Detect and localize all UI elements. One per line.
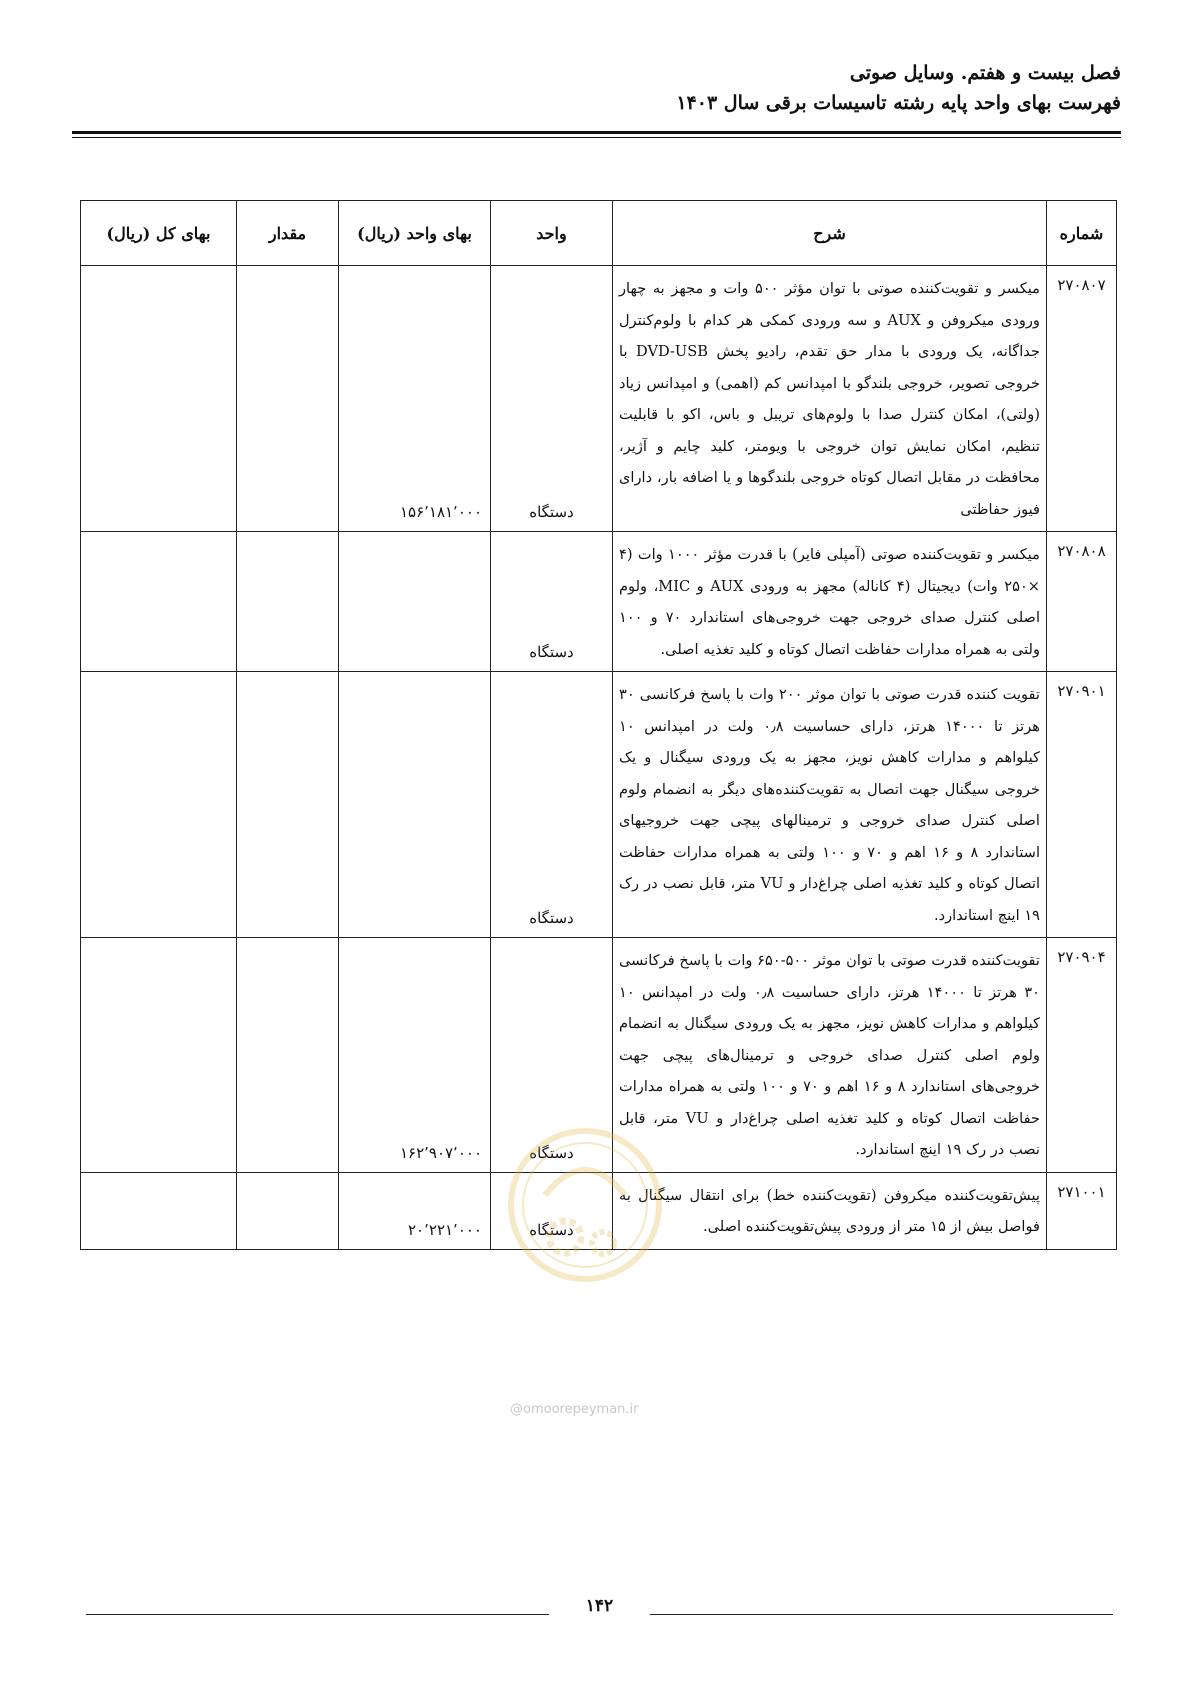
item-total-price — [81, 938, 237, 1173]
column-header-unit: واحد — [491, 201, 613, 266]
item-code: ۲۷۰۸۰۷ — [1047, 266, 1117, 532]
column-header-quantity: مقدار — [237, 201, 339, 266]
table-row — [81, 938, 1117, 1173]
column-header-description: شرح — [613, 201, 1047, 266]
page-header — [70, 58, 1121, 118]
item-code: ۲۷۰۹۰۴ — [1047, 938, 1117, 1173]
item-quantity — [237, 938, 339, 1173]
item-total-price — [81, 672, 237, 938]
item-unit: دستگاه — [491, 672, 613, 938]
footer-divider-left — [86, 1614, 549, 1615]
item-description: میکسر و تقویت‌کننده صوتی (آمپلی فایر) با قدرت مؤثر ۱۰۰۰ وات (۴ ×۲۵۰ وات) دیجیتال (۴ کاناله) مجهز به ورودی AUX و MIC، ولوم اصلی کنترل صدای خروجی جهت خروجی‌های استاندارد ۷۰ و ۱۰۰ ولتی به همراه مدارات حفاظت اتصال کوتاه و کلید تغذیه اصلی. — [613, 532, 1047, 672]
item-unit: دستگاه — [491, 266, 613, 532]
table-row — [81, 672, 1117, 938]
page-number: ۱۴۲ — [585, 1596, 614, 1616]
column-header-total-price: بهای کل (ریال) — [81, 201, 237, 266]
table-row — [81, 1172, 1117, 1249]
table-header-row — [81, 201, 1117, 266]
item-quantity — [237, 266, 339, 532]
chapter-title: فصل بیست و هفتم. وسایل صوتی — [849, 62, 1121, 84]
price-table — [80, 200, 1117, 1250]
footer-divider-right — [650, 1614, 1113, 1615]
item-total-price — [81, 532, 237, 672]
table-row — [81, 266, 1117, 532]
table-row — [81, 532, 1117, 672]
item-unit-price: ۱۵۶٬۱۸۱٬۰۰۰ — [339, 266, 491, 532]
header-divider-thick — [72, 131, 1121, 134]
item-quantity — [237, 532, 339, 672]
item-unit: دستگاه — [491, 938, 613, 1173]
item-unit-price — [339, 672, 491, 938]
item-total-price — [81, 266, 237, 532]
item-description: میکسر و تقویت‌کننده صوتی با توان مؤثر ۵۰۰ وات و مجهز به چهار ورودی میکروفن و AUX و سه ورودی کمکی هر کدام با ولوم‌کنترل جداگانه، یک ورودی با مدار حق تقدم، رادیو پخش DVD-USB با خروجی تصویر، خروجی بلندگو با امپدانس کم (اهمی) و امپدانس زیاد (ولتی)، امکان کنترل صدا با ولوم‌های تریبل و باس، اکو با قابلیت تنظیم، امکان نمایش توان خروجی با ویومتر، کلید چایم و آژیر، محافظت در مقابل اتصال کوتاه خروجی بلندگوها و یا اضافه بار، دارای فیوز حفاظتی — [613, 266, 1047, 532]
item-description: تقویت کننده قدرت صوتی با توان موثر ۲۰۰ وات با پاسخ فرکانسی ۳۰ هرتز تا ۱۴۰۰۰ هرتز، دارای حساسیت ۰٫۸ ولت در امپدانس ۱۰ کیلواهم و مدارات کاهش نویز، مجهز به یک ورودی سیگنال و یک خروجی سیگنال جهت اتصال به تقویت‌کننده‌های دیگر به انضمام ولوم اصلی کنترل صدای خروجی و ترمینالهای پیچی جهت خروجیهای استاندارد ۸ و ۱۶ اهم و ۷۰ و ۱۰۰ ولتی به همراه مدارات حفاظت اتصال کوتاه و کلید تغذیه اصلی چراغ‌دار و VU متر، قابل نصب در رک ۱۹ اینچ استاندارد. — [613, 672, 1047, 938]
item-unit: دستگاه — [491, 532, 613, 672]
item-code: ۲۷۰۸۰۸ — [1047, 532, 1117, 672]
column-header-code: شماره — [1047, 201, 1117, 266]
item-description: پیش‌تقویت‌کننده میکروفن (تقویت‌کننده خط) برای انتقال سیگنال به فواصل بیش از ۱۵ متر از ورودی پیش‌تقویت‌کننده اصلی. — [613, 1172, 1047, 1249]
column-header-unit-price: بهای واحد (ریال) — [339, 201, 491, 266]
item-unit: دستگاه — [491, 1172, 613, 1249]
item-code: ۲۷۱۰۰۱ — [1047, 1172, 1117, 1249]
price-list-title: فهرست بهای واحد پایه رشته تاسیسات برقی سال ۱۴۰۳ — [676, 92, 1121, 114]
item-total-price — [81, 1172, 237, 1249]
watermark-text: @omoorepeyman.ir — [510, 1402, 639, 1417]
item-unit-price: ۱۶۲٬۹۰۷٬۰۰۰ — [339, 938, 491, 1173]
item-quantity — [237, 672, 339, 938]
item-unit-price: ۲۰٬۲۲۱٬۰۰۰ — [339, 1172, 491, 1249]
item-quantity — [237, 1172, 339, 1249]
item-code: ۲۷۰۹۰۱ — [1047, 672, 1117, 938]
header-divider-thin — [72, 137, 1121, 138]
item-description: تقویت‌کننده قدرت صوتی با توان موثر ۵۰۰-۶۵۰ وات با پاسخ فرکانسی ۳۰ هرتز تا ۱۴۰۰۰ هرتز، دارای حساسیت ۰٫۸ ولت در امپدانس ۱۰ کیلواهم و مدارات کاهش نویز، مجهز به یک ورودی سیگنال به انضمام ولوم اصلی کنترل صدای خروجی و ترمینال‌های پیچی جهت خروجی‌های استاندارد ۸ و ۱۶ اهم و ۷۰ و ۱۰۰ ولتی به همراه مدارات حفاظت اتصال کوتاه و کلید تغذیه اصلی چراغ‌دار و VU متر، قابل نصب در رک ۱۹ اینچ استاندارد. — [613, 938, 1047, 1173]
item-unit-price — [339, 532, 491, 672]
